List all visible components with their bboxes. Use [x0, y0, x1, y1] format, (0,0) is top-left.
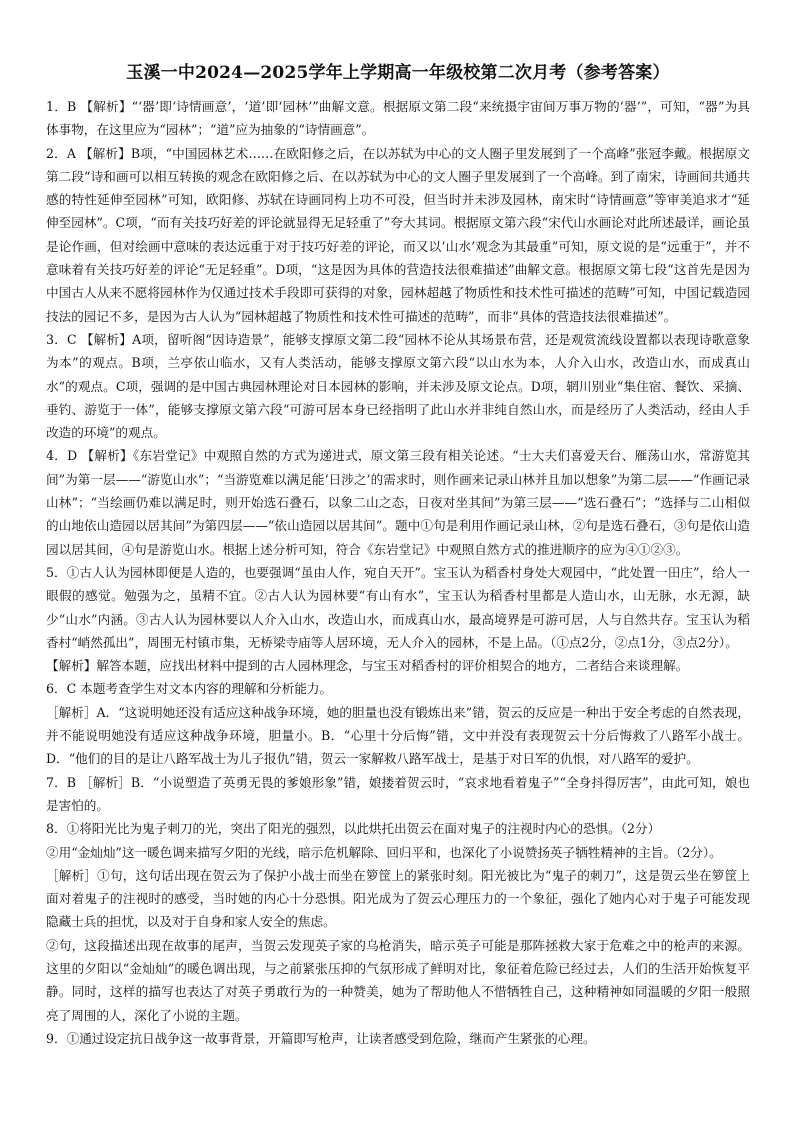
answer-6: 6．C 本题考查学生对文本内容的理解和分析能力。 — [46, 681, 333, 697]
answer-5: 5．①古人认为园林即便是人造的，也要强调“虽由人作，宛自天开”。宝玉认为稻香村身处大观园中，“此处置一田庄”，给人一眼假的感觉。勉强为之，虽精不宜。②古人认为园林要“有山有水”，宝玉认为稻香村里都是人造山水，山无脉，水无源，缺少“山水”内涵。③古人认为园林要以人介入山水，改造山水，而成真山水，最高境界是可游可居，人与自然共存。宝玉认为稻香村“峭然孤出”，周围无村镇市集，无桥梁寺庙等人居环境，无人介入的园林，不是上品。（①点2分，②点1分，③点2分）。 — [46, 564, 750, 650]
answer-6-analysis: ［解析］A．“这说明她还没有适应这种战争环境，她的胆量也没有锻炼出来”错，贺云的反应是一种出于安全考虑的自然表现，并不能说明她没有适应这种战争环境，胆量小。B．“心里十分后悔”错，文中并没有表现贺云十分后悔救了八路军小战士。D．“他们的目的是让八路军战士为儿子报仇”错，贺云一家解救八路军战士，是基于对日军的仇恨，对八路军的爱护。 — [46, 704, 750, 767]
answer-2: 2．A 【解析】B项，“中国园林艺术……在欧阳修之后，在以苏轼为中心的文人圈子里发展到了一个高峰”张冠李戴。根据原文第二段“诗和画可以相互转换的观念在欧阳修之后、在以苏轼为中心的文人圈子里发展到了一个高峰。到了南宋，诗画间共通共感的特性延伸至园林”可知，欧阳修、苏轼在诗画同构上功不可没，但当时并未涉及园林，南宋时“诗情画意”等审美追求才“延伸至园林”。C项，“而有关技巧好差的评论就显得无足轻重了”夸大其词。根据原文第六段“宋代山水画论对此所述最详，画论虽是论作画，但对绘画中意味的表达远重于对于技巧好差的评论，而又以‘山水’观念为其最重”可知，原文说的是“远重于”，并不意味着有关技巧好差的评论“无足轻重”。D项，“这是因为具体的营造技法很难描述”曲解文意。根据原文第七段“这首先是因为中国古人从来不愿将园林作为仅通过技术手段即可获得的对象，园林超越了物质性和技术性可描述的范畴”可知，中国记载造园技法的园记不多，是因为古人认为“园林超越了物质性和技术性可描述的范畴”，而非“具体的营造技法很难描述”。 — [46, 145, 750, 324]
answer-8-point-1: 8．①将阳光比为鬼子刺刀的光，突出了阳光的强烈，以此烘托出贺云在面对鬼子的注视时内心的恐惧。（2分） — [46, 821, 661, 837]
answer-7: 7．B ［解析］B．“小说塑造了英勇无畏的爹娘形象”错，娘搂着贺云时，“哀求地看着鬼子”“全身抖得厉害”，由此可知，娘也是害怕的。 — [46, 774, 750, 813]
answer-1: 1．B 【解析】“‘器’即‘诗情画意’，‘道’即‘园林’”曲解文意。根据原文第二段“来统摄宇宙间万事万物的‘器’”，可知，“器”为具体事物，在这里应为“园林”；“道”应为抽象的“诗情画意”。 — [46, 99, 750, 138]
answer-3: 3．C 【解析】A项，留听阁“因诗造景”，能够支撑原文第二段“园林不论从其场景布营，还是观赏流线设置都以表现诗歌意象为本”的观点。B项，兰亭依山临水，又有人类活动，能够支撑原文第六段“以山水为本，人介入山水，改造山水，而成真山水”的观点。C项，强调的是中国古典园林理论对日本园林的影响，并未涉及原文论点。D项，辋川别业“集住宿、餐饮、采摘、垂钓、游览于一体”，能够支撑原文第六段“可游可居本身已经指明了此山水并非纯自然山水，而是经历了人类活动，经由人手改造的环境”的观点。 — [46, 331, 750, 441]
page-title: 玉溪一中2024—2025学年上学期高一年级校第二次月考（参考答案） — [126, 63, 670, 83]
answer-8-analysis-2: ②句，这段描述出现在故事的尾声，当贺云发现英子家的乌枪消失，暗示英子可能是那阵拯救大家于危难之中的枪声的来源。这里的夕阳以“金灿灿”的暖色调出现，与之前紧张压抑的气氛形成了鲜明对比，象征着危险已经过去，人们的生活开始恢复平静。同时，这样的描写也表达了对英子勇敢行为的一种赞美，她为了帮助他人不惜牺牲自己，这种精神如同温暖的夕阳一般照亮了周围的人，深化了小说的主题。 — [46, 937, 750, 1023]
answer-8-point-2: ②用“金灿灿”这一暖色调来描写夕阳的光线，暗示危机解除、回归平和，也深化了小说赞扬英子牺牲精神的主旨。（2分）。 — [46, 844, 722, 860]
answer-9: 9．①通过设定抗日战争这一故事背景，开篇即写枪声，让读者感受到危险，继而产生紧张的心理。 — [46, 1030, 596, 1046]
answer-8-analysis-1: ［解析］①句，这句话出现在贺云为了保护小战士而坐在箩筐上的紧张时刻。阳光被比为“鬼子的刺刀”，这是贺云坐在箩筐上面对着鬼子的注视时的感受，当时她的内心十分恐惧。阳光成为了贺云心理压力的一个象征，强化了她内心对于鬼子可能发现隐藏士兵的担忧，以及对于自身和家人安全的焦虑。 — [46, 867, 750, 930]
answer-5-analysis: 【解析】解答本题，应找出材料中提到的古人园林理念，与宝玉对稻香村的评价相契合的地方，二者结合来谈理解。 — [46, 658, 689, 674]
answer-4: 4．D 【解析】《东岩堂记》中观照自然的方式为递进式，原文第三段有相关论述。“士大夫们喜爱天台、雁荡山水，常游览其间”为第一层——“游览山水”；“当游览难以满足能‘日涉之’的需求时，则作画来记录山林并且加以想象”为第二层——“作画记录山林”；“当绘画仍难以满足时，则开始选石叠石，以象二山之态，日夜对坐其间”为第三层——“选石叠石”；“选择与二山相似的山地依山造园以居其间”为第四层——“依山造园以居其间”。题中①句是利用作画记录山林，②句是选石叠石，③句是依山造园以居其间，④句是游览山水。根据上述分析可知，符合《东岩堂记》中观照自然方式的推进顺序的应为④①②③。 — [46, 448, 750, 557]
